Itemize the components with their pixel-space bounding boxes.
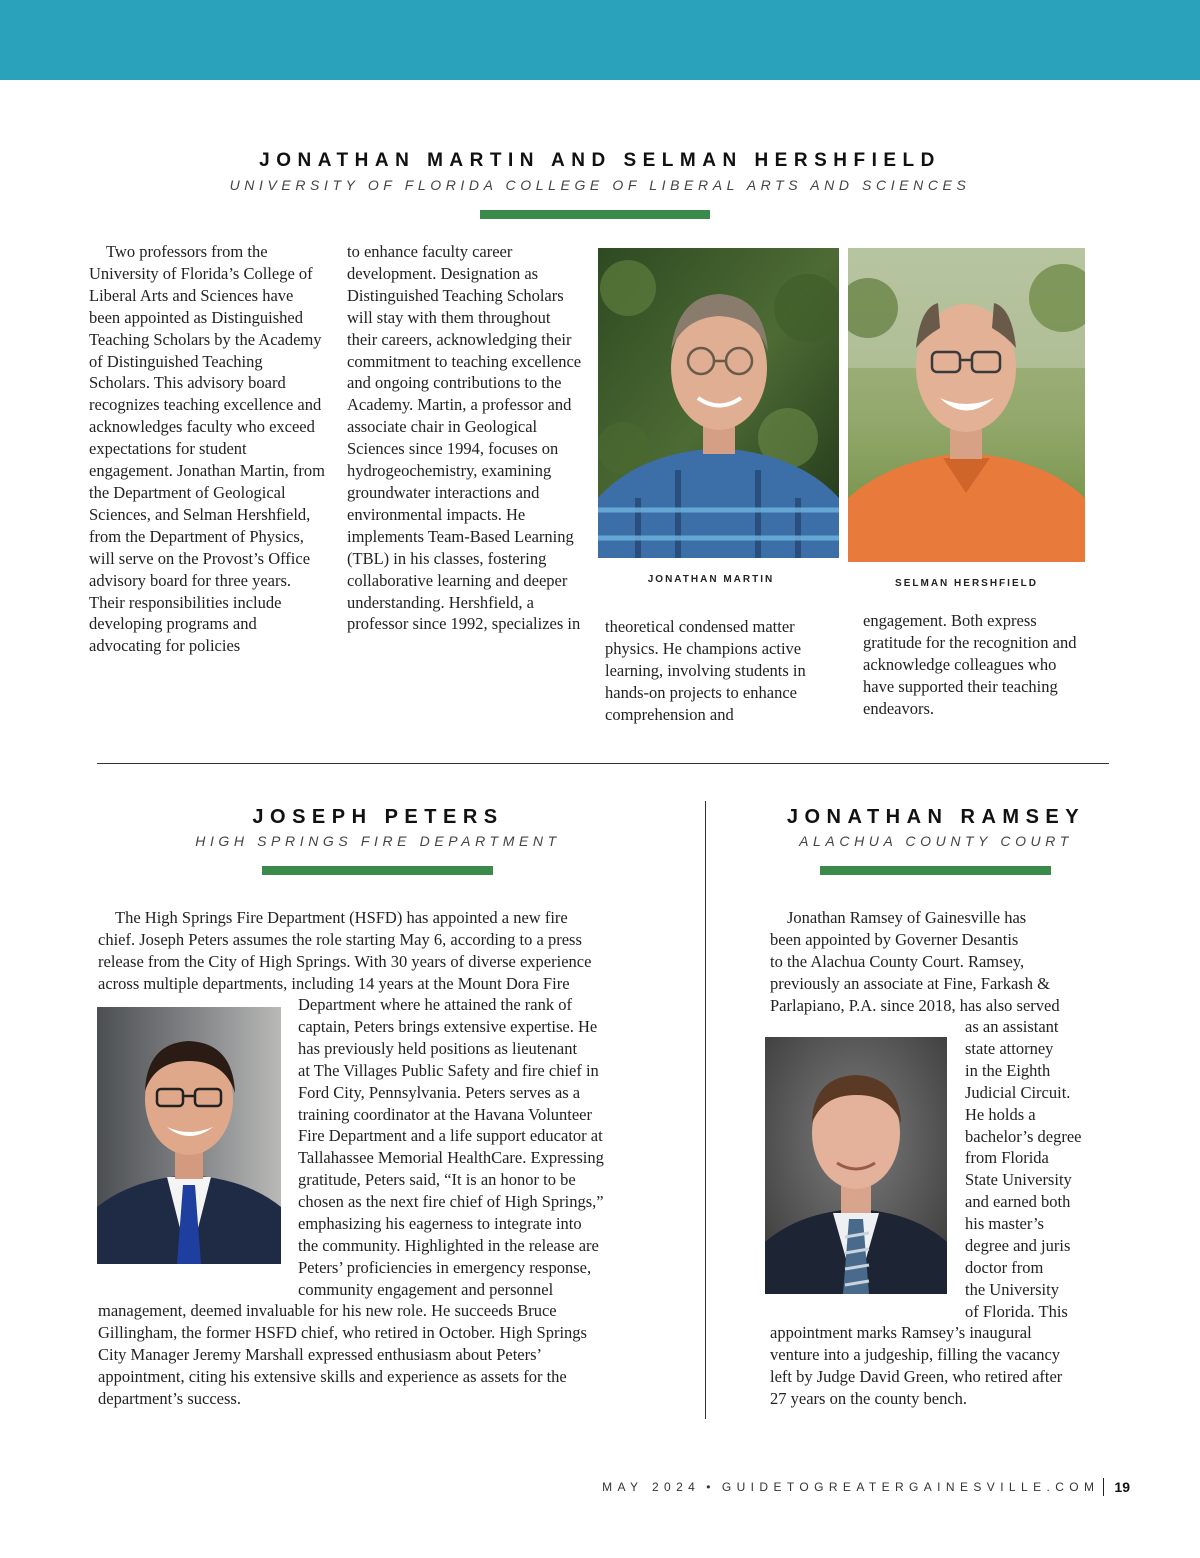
text-line: bachelor’s degree [965,1126,1082,1146]
text-line: doctor from [965,1257,1044,1277]
text-line: state attorney [965,1038,1054,1058]
article-column-1 [89,241,327,657]
text-line: 27 years on the county bench. [770,1388,968,1408]
text-line: appointment, citing his extensive skills and experience as assets for the [98,1366,567,1386]
green-divider-bar [262,866,493,875]
section-subtitle-hsfd: HIGH SPRINGS FIRE DEPARTMENT [195,833,561,849]
text-line: He holds a [965,1104,1036,1124]
photo-jonathan-martin [598,248,839,558]
text-line: as an assistant [965,1017,1059,1036]
text-line: of Florida. This [965,1301,1068,1321]
text-line: release from the City of High Springs. With 30 years of diverse experience [98,951,592,971]
text-line: Parlapiano, P.A. since 2018, has also served [770,995,1060,1015]
horizontal-divider [97,763,1109,764]
paragraph: engagement. Both express gratitude for the recognition and acknowledge colleagues who have supported their teaching endeavors. [863,611,1077,718]
text-line: the community. Highlighted in the release are [298,1235,599,1255]
photo-selman-hershfield [848,248,1085,562]
caption-selman-hershfield: SELMAN HERSHFIELD [895,578,1038,589]
article-column-3 [605,616,837,726]
text-line: gratitude, Peters said, “It is an honor to be [298,1170,576,1190]
text-line: management, deemed invaluable for his new role. He succeeds Bruce [98,1301,557,1320]
text-line: Jonathan Ramsey of Gainesville has [787,908,1027,927]
footer-website: GUIDETOGREATERGAINESVILLE.COM [721,1480,1100,1494]
peters-text-top [98,907,678,995]
text-line: captain, Peters brings extensive expertise. He [298,1016,598,1036]
text-line: appointment marks Ramsey’s inaugural [770,1323,1032,1342]
top-color-bar [0,0,1200,80]
text-line: Tallahassee Memorial HealthCare. Expressing [298,1148,604,1168]
text-line: the University [965,1279,1059,1299]
page-footer [602,1478,1130,1496]
text-line: chosen as the next fire chief of High Springs,” [298,1192,604,1212]
section-title-jonathan-ramsey: JONATHAN RAMSEY [786,806,1086,828]
text-line: left by Judge David Green, who retired after [770,1366,1063,1386]
text-line: from Florida [965,1148,1049,1168]
text-line: previously an associate at Fine, Farkash & [770,973,1050,993]
ramsey-text-bottom [770,1322,1110,1410]
section-title-martin-hershfield: JONATHAN MARTIN AND SELMAN HERSHFIELD [259,150,941,171]
text-line: and earned both [965,1192,1071,1212]
text-line: Gillingham, the former HSFD chief, who retired in October. High Springs [98,1322,587,1342]
ramsey-text-top [770,907,1110,1017]
text-line: State University [965,1170,1072,1190]
text-line: Judicial Circuit. [965,1082,1071,1102]
footer-bullet: • [706,1480,716,1494]
peters-text-bottom [98,1300,678,1410]
text-line: in the Eighth [965,1060,1051,1080]
page-number: 19 [1114,1479,1130,1495]
text-line: across multiple departments, including 14 years at the Mount Dora Fire [98,973,570,993]
photo-jonathan-ramsey [765,1037,947,1294]
caption-jonathan-martin: JONATHAN MARTIN [647,574,775,585]
section-title-joseph-peters: JOSEPH PETERS [252,806,504,828]
text-line: emphasizing his eagerness to integrate into [298,1214,582,1234]
text-line: Peters’ proficiencies in emergency response, [298,1257,592,1277]
text-line: to the Alachua County Court. Ramsey, [770,951,1025,971]
ramsey-text-wrap [965,1016,1115,1323]
photo-joseph-peters [97,1007,281,1264]
text-line: community engagement and personnel [298,1279,554,1299]
footer-date: MAY 2024 [602,1480,701,1494]
vertical-divider [705,801,706,1419]
text-line: The High Springs Fire Department (HSFD) has appointed a new fire [115,908,568,927]
section-subtitle-uf: UNIVERSITY OF FLORIDA COLLEGE OF LIBERAL ARTS AND SCIENCES [229,177,971,193]
text-line: degree and juris [965,1236,1071,1256]
text-line: Fire Department and a life support educator at [298,1126,603,1146]
paragraph: Two professors from the University of Florida’s College of Liberal Arts and Sciences have been appointed as Distinguished Teaching Scholars by the Academy of Distinguished Teaching Scholars. This advisory board recognizes teaching excellence and acknowledges faculty who exceed expectations for student engagement. Jonathan Martin, from the Department of Geological Sciences, and Selman Hershfield, from the Department of Physics, will serve on the Provost’s Office advisory board for three years. Their responsibilities include developing programs and advocating for policies [89,242,325,656]
text-line: at The Villages Public Safety and fire chief in [298,1060,599,1080]
text-line: training coordinator at the Havana Volunteer [298,1104,593,1124]
text-line: venture into a judgeship, filling the vacancy [770,1344,1061,1364]
article-column-4 [863,610,1087,720]
green-divider-bar [820,866,1051,875]
text-line: his master’s [965,1214,1044,1234]
text-line: been appointed by Governer Desantis [770,929,1019,949]
text-line: department’s success. [98,1388,241,1408]
text-line: Ford City, Pennsylvania. Peters serves as a [298,1082,581,1102]
paragraph: theoretical condensed matter physics. He champions active learning, involving students in hands-on projects to enhance comprehension and [605,617,806,724]
peters-text-wrap [298,994,678,1301]
text-line: has previously held positions as lieutenant [298,1038,578,1058]
text-line: Department where he attained the rank of [298,995,572,1014]
text-line: chief. Joseph Peters assumes the role starting May 6, according to a press [98,929,582,949]
green-divider-bar [480,210,710,219]
section-subtitle-alachua: ALACHUA COUNTY COURT [799,833,1073,849]
paragraph: to enhance faculty career development. Designation as Distinguished Teaching Scholars will stay with them throughout their careers, acknowledging their commitment to teaching excellence and ongoing contributions to the Academy. Martin, a professor and associate chair in Geological Sciences since 1994, focuses on hydrogeochemistry, examining groundwater interactions and environmental impacts. He implements Team-Based Learning (TBL) in his classes, fostering collaborative learning and deeper understanding. Hershfield, a professor since 1992, specializes in [347,242,582,634]
footer-pipe-divider [1103,1478,1104,1496]
text-line: City Manager Jeremy Marshall expressed enthusiasm about Peters’ [98,1344,543,1364]
article-column-2 [347,241,582,635]
